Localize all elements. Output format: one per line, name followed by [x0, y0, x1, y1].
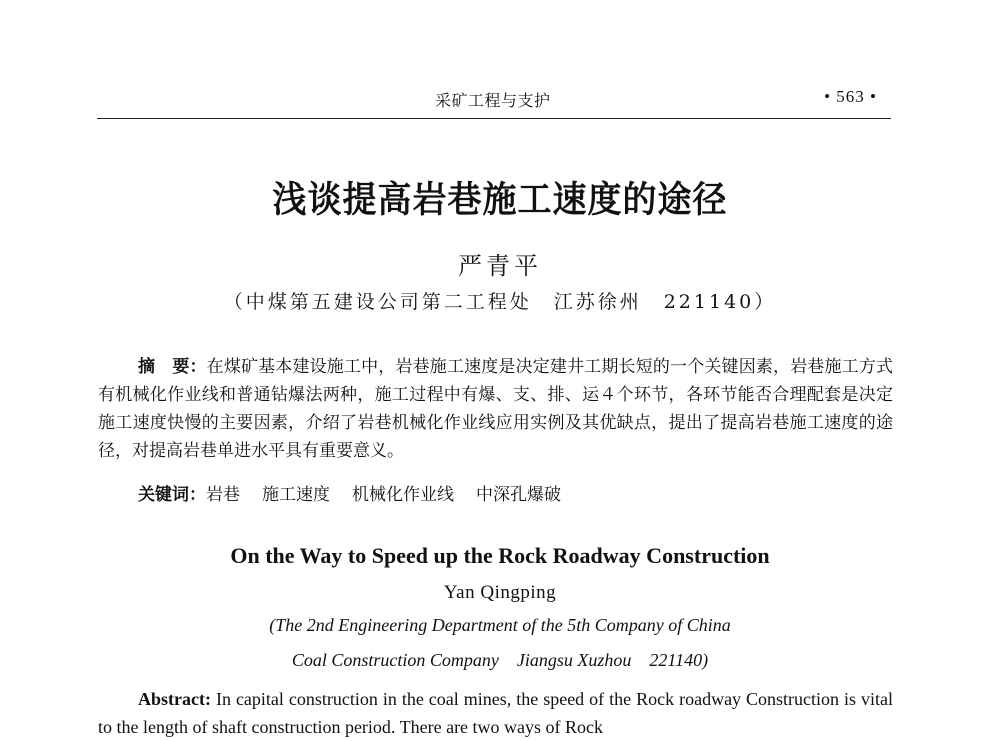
keywords-cn [138, 481, 898, 509]
article-title-cn: 浅谈提高岩巷施工速度的途径 [272, 179, 728, 222]
keyword: 机械化作业线 [352, 485, 454, 505]
abstract-en [98, 685, 893, 741]
keyword: 岩巷 [206, 485, 240, 505]
abstract-en-text: In capital construction in the coal mines, the speed of the Rock roadway Construction is vital to the length of shaft construction period. There are two ways of Rock [98, 689, 893, 737]
keyword: 施工速度 [262, 485, 330, 505]
author-affiliation-en-line2: Coal Construction Company Jiangsu Xuzhou 221140) [291, 650, 709, 670]
author-affiliation-cn: （中煤第五建设公司第二工程处 江苏徐州 221140） [223, 291, 777, 313]
page-number: • 563 • [824, 87, 877, 106]
author-name-en: Yan Qingping [443, 582, 557, 603]
running-header [97, 78, 891, 119]
abstract-en-label: Abstract: [138, 689, 211, 709]
keyword: 中深孔爆破 [476, 485, 561, 505]
journal-name: 采矿工程与支护 [435, 91, 551, 110]
keywords-cn-label: 关键词： [138, 485, 206, 505]
author-affiliation-en-line1: (The 2nd Engineering Department of the 5th Company of China [269, 615, 731, 635]
abstract-cn [98, 353, 893, 465]
abstract-cn-text: 在煤矿基本建设施工中，岩巷施工速度是决定建井工期长短的一个关键因素，岩巷施工方式有机械化作业线和普通钻爆法两种，施工过程中有爆、支、排、运４个环节，各环节能否合理配套是决定施工速度快慢的主要因素，介绍了岩巷机械化作业线应用实例及其优缺点，提出了提高岩巷施工速度的途径，对提高岩巷单进水平具有重要意义。 [98, 357, 894, 461]
article-title-en: On the Way to Speed up the Rock Roadway Construction [230, 543, 770, 568]
author-name-cn: 严青平 [458, 252, 542, 280]
abstract-cn-label: 摘 要： [138, 357, 207, 377]
